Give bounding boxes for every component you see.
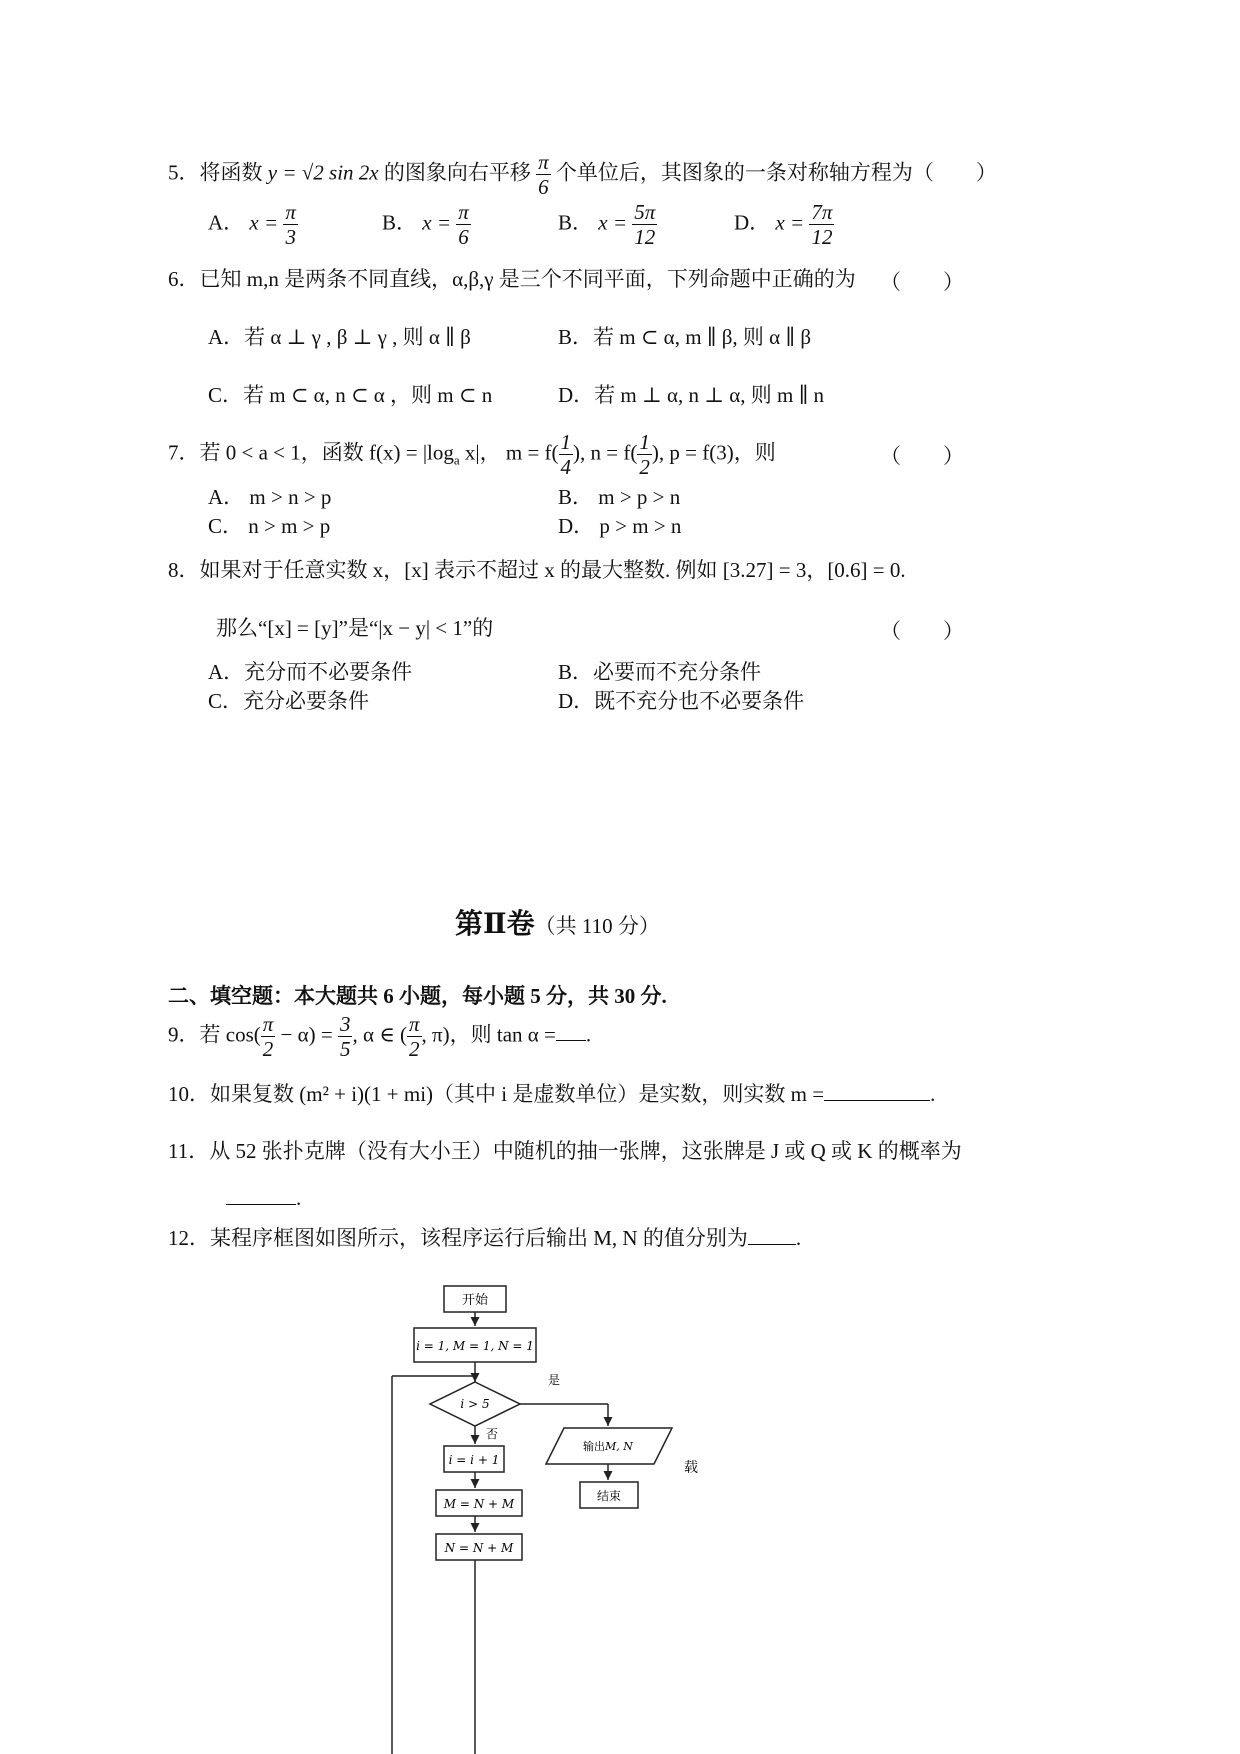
q8-option-d[interactable]: D．既不充分也不必要条件 (558, 689, 805, 713)
q6-option-c[interactable]: C．若 m ⊂ α, n ⊂ α ，则 m ⊂ n (208, 383, 493, 407)
q11-answer-blank[interactable] (226, 1184, 296, 1205)
q6-option-b[interactable]: B．若 m ⊂ α, m ∥ β, 则 α ∥ β (558, 325, 812, 349)
section-2-score: （共 110 分） (534, 914, 660, 938)
q7-option-a[interactable]: A． m > n > p (208, 485, 332, 509)
q6-option-d[interactable]: D．若 m ⊥ α, n ⊥ α, 则 m ∥ n (558, 383, 825, 407)
q6-stem: 6．已知 m,n 是两条不同直线，α,β,γ 是三个不同平面，下列命题中正确的为 (168, 267, 856, 291)
fill-in-heading: 二、填空题：本大题共 6 小题，每小题 5 分，共 30 分. (168, 984, 667, 1008)
q11-answer-line: . (226, 1184, 301, 1211)
q8-stem-2: 那么“[x] = [y]”是“|x − y| < 1”的 (216, 616, 494, 640)
q9-answer-blank[interactable] (556, 1020, 586, 1041)
q5-text-a: 5．将函数 (168, 160, 263, 185)
q8-option-b[interactable]: B．必要而不充分条件 (558, 660, 762, 684)
q11-stem: 11．从 52 张扑克牌（没有大小王）中随机的抽一张牌，这张牌是 J 或 Q 或 K 的概率为 (168, 1139, 962, 1163)
q12-stem: 12．某程序框图如图所示，该程序运行后输出 M, N 的值分别为 . (168, 1226, 802, 1250)
q5-shift-fraction: $\frac{\pi}{6}$ (538, 150, 549, 199)
q8-stem: 8．如果对于任意实数 x，[x] 表示不超过 x 的最大整数. 例如 [3.27] = 3，[0.6] = 0. (168, 558, 906, 582)
q9-stem: 9．若 cos( $\frac{\pi}{2}$ − α) = $\frac{3}{5}$ , α ∈ ( $\frac{\pi}{2}$ , π)，则 tan α = . (168, 1012, 592, 1061)
svg-text:i = i + 1: i = i + 1 (448, 1453, 500, 1467)
q7-answer-paren: （ ） (880, 444, 964, 468)
q10-answer-blank[interactable] (824, 1080, 930, 1101)
q8-answer-paren: （ ） (880, 619, 964, 643)
q5-option-b[interactable]: B． x = $\frac{\pi}{6}$ (382, 200, 469, 249)
q5-function: y = √2 sin 2x (267, 160, 379, 185)
flow-end-label: 结束 (596, 1489, 622, 1503)
svg-text:N = N + M: N = N + M (444, 1541, 514, 1555)
q5-option-d[interactable]: D． x = $\frac{7\pi}{12}$ (734, 200, 833, 249)
flow-condition-label: i > 5 (460, 1397, 490, 1411)
q12-answer-blank[interactable] (748, 1224, 796, 1245)
q7-stem: 7．若 0 < a < 1，函数 $f(x) = |\log_a$ x|， m = f( $\frac{1}{4}$ ), n = f( $\frac{1}{2}$ ), p = f(3)，则 (168, 430, 776, 479)
flow-yes-label: 是 (548, 1373, 561, 1387)
flow-output-label: 输出M, N (583, 1440, 633, 1453)
svg-text:M = N + M: M = N + M (443, 1497, 515, 1511)
section-2-title: 第Ⅱ卷（共 110 分） (455, 909, 660, 940)
q5-stem (168, 150, 997, 199)
q7-option-d[interactable]: D． p > m > n (558, 514, 682, 538)
q5-text-c: 个单位后，其图象的一条对称轴方程为（ ） (555, 160, 997, 185)
q7-option-b[interactable]: B． m > p > n (558, 485, 681, 509)
q10-stem: 10．如果复数 (m² + i)(1 + mi)（其中 i 是虚数单位）是实数，则实数 m = . (168, 1082, 936, 1106)
q8-option-c[interactable]: C．充分必要条件 (208, 689, 370, 713)
q6-option-a[interactable]: A．若 α ⊥ γ , β ⊥ γ , 则 α ∥ β (208, 325, 471, 349)
q8-option-a[interactable]: A．充分而不必要条件 (208, 660, 413, 684)
flow-init-label: i = 1, M = 1, N = 1 (416, 1339, 534, 1353)
flow-no-label: 否 (486, 1427, 499, 1441)
q7-option-c[interactable]: C． n > m > p (208, 514, 331, 538)
q5-text-b: 的图象向右平移 (383, 160, 531, 185)
q6-answer-paren: （ ） (880, 270, 964, 294)
q5-option-c[interactable]: B． x = $\frac{5\pi}{12}$ (558, 200, 656, 249)
program-flowchart (380, 1280, 740, 1754)
flow-side-mark: 载 (684, 1460, 698, 1476)
flow-start-label: 开始 (461, 1293, 489, 1308)
q5-option-a[interactable]: A． x = $\frac{\pi}{3}$ (208, 200, 296, 249)
